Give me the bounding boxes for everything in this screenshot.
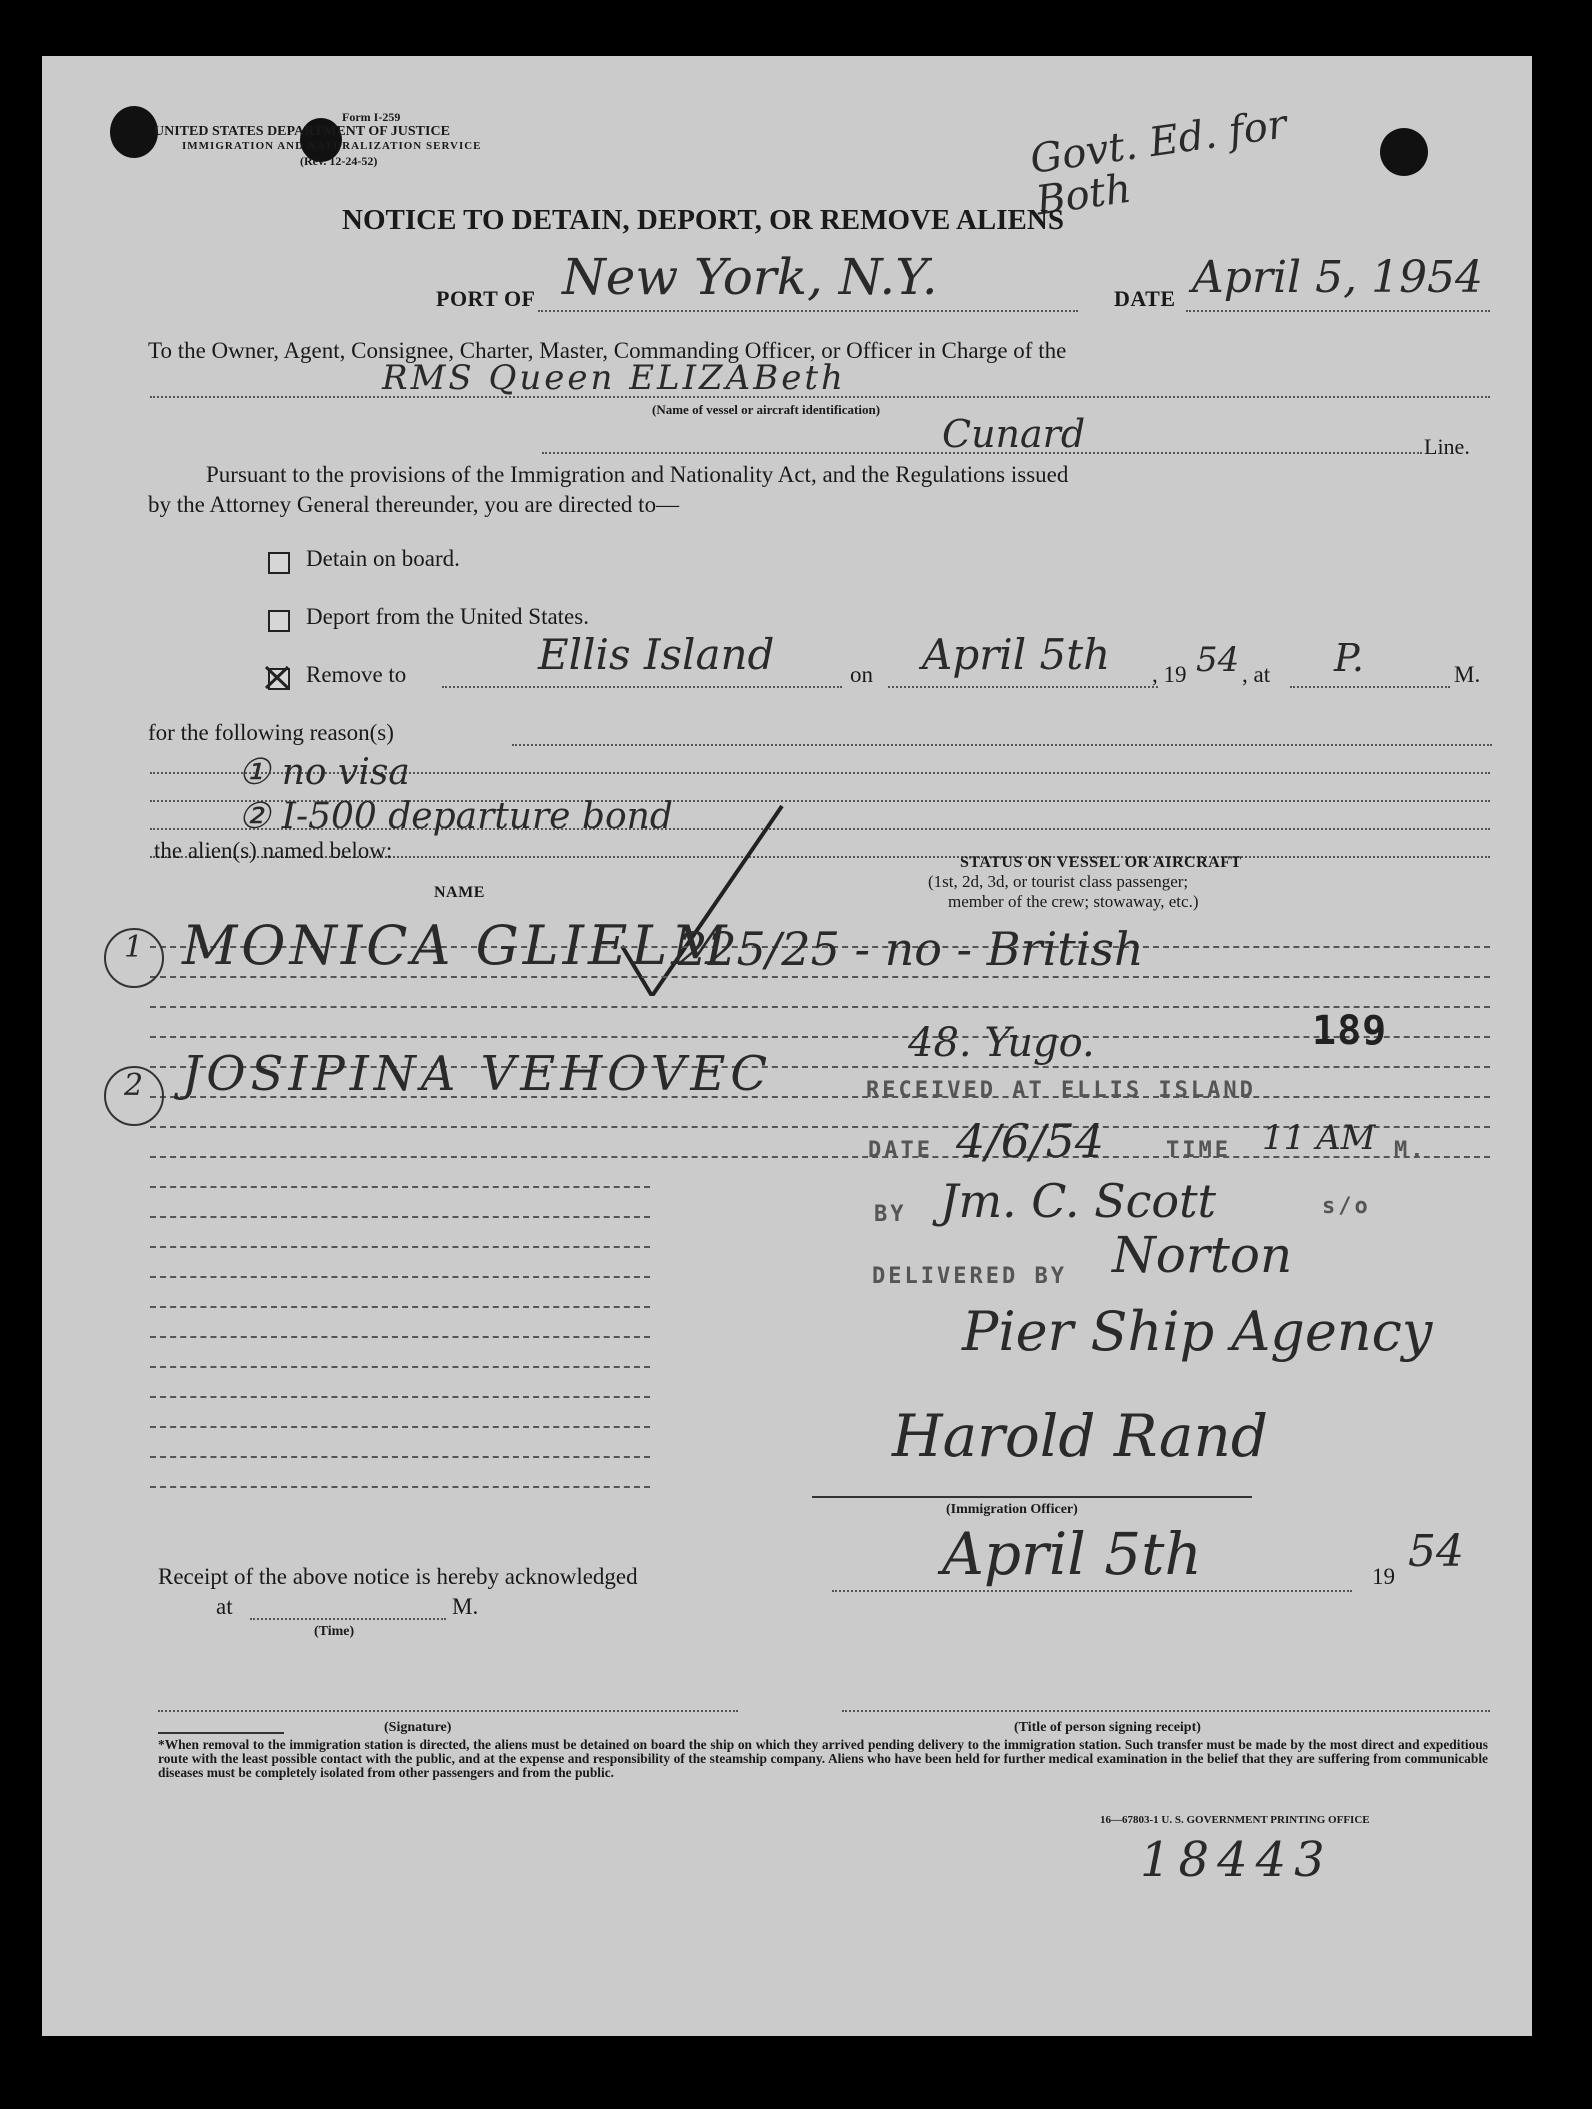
status-header-detail: (1st, 2d, 3d, or tourist class passenger; — [928, 872, 1189, 891]
aliens-label: the alien(s) named below: — [154, 838, 393, 863]
vessel-name: RMS Queen ELIZABeth — [382, 358, 846, 398]
stamp-date-value: 4/6/54 — [956, 1114, 1105, 1168]
form-title: NOTICE TO DETAIN, DEPORT, OR REMOVE ALIENS — [342, 204, 1064, 236]
file-number: 18443 — [1140, 1832, 1333, 1888]
stamp-so: s/o — [1322, 1194, 1371, 1219]
time-value: P. — [1334, 636, 1364, 680]
status-header: STATUS ON VESSEL OR AIRCRAFT — [960, 854, 1242, 871]
at-label: , at — [1242, 662, 1271, 687]
alien-status: 48. Yugo. — [908, 1020, 1095, 1066]
form-revision: (Rev. 12-24-52) — [300, 154, 378, 168]
officer-signature: Harold Rand — [892, 1402, 1268, 1470]
form-page — [42, 56, 1532, 2036]
m-label: M. — [1454, 662, 1481, 687]
stamp-by-value: Jm. C. Scott — [940, 1174, 1217, 1228]
row-number: 1 — [124, 930, 144, 965]
remove-checkbox[interactable] — [268, 668, 290, 690]
alien-name: JOSIPINA VEHOVEC — [182, 1046, 773, 1102]
remove-label: Remove to — [306, 662, 407, 687]
reason-item: ① no visa — [238, 752, 410, 793]
stamp-number: 189 — [1312, 1008, 1388, 1054]
check-mark-icon — [264, 664, 290, 690]
deport-label: Deport from the United States. — [306, 604, 589, 629]
on-label: on — [850, 662, 873, 687]
punch-hole — [110, 106, 158, 158]
receipt-year-value: 54 — [1408, 1526, 1464, 1577]
stamp-time-value: 11 AM — [1262, 1118, 1376, 1158]
name-header: NAME — [434, 884, 485, 901]
addressee-text: To the Owner, Agent, Consignee, Charter, Master, Commanding Officer, or Officer in Charge of the — [148, 338, 1067, 363]
agency-line1: UNITED STATES DEPARTMENT OF JUSTICE — [154, 124, 450, 139]
punch-hole — [1380, 128, 1428, 176]
row-number: 2 — [124, 1068, 144, 1103]
signature-caption: (Signature) — [384, 1720, 452, 1735]
port-label: PORT OF — [436, 286, 536, 311]
stamp-delivered-value: Norton — [1112, 1226, 1293, 1284]
printing-office: 16—67803-1 U. S. GOVERNMENT PRINTING OFFICE — [1100, 1814, 1370, 1826]
receipt-at-label: at — [216, 1594, 233, 1619]
stamp-time-label: TIME — [1166, 1138, 1231, 1163]
stamp-agency: Pier Ship Agency — [962, 1300, 1433, 1363]
stamp-delivered-label: DELIVERED BY — [872, 1264, 1067, 1289]
receipt-date: April 5th — [942, 1520, 1202, 1588]
handwritten-note: Govt. Ed. for Both — [1027, 101, 1290, 225]
date-value: April 5, 1954 — [1192, 252, 1484, 303]
deport-checkbox[interactable] — [268, 610, 290, 632]
title-caption: (Title of person signing receipt) — [1014, 1720, 1201, 1735]
stamp-by-label: BY — [874, 1202, 907, 1227]
reason-item: ② I-500 departure bond — [238, 796, 673, 837]
stamp-m-label: M. — [1394, 1138, 1427, 1163]
pursuant-text-2: by the Attorney General thereunder, you are directed to— — [148, 492, 680, 517]
date-label: DATE — [1114, 286, 1176, 311]
reasons-label: for the following reason(s) — [148, 720, 394, 745]
year-value: 54 — [1196, 640, 1240, 680]
remove-place: Ellis Island — [538, 630, 775, 679]
alien-status: 225/25 - no - British — [678, 922, 1144, 976]
remove-date: April 5th — [922, 630, 1111, 679]
receipt-year-prefix: 19 — [1372, 1564, 1395, 1589]
officer-caption: (Immigration Officer) — [946, 1502, 1078, 1517]
detain-checkbox[interactable] — [268, 552, 290, 574]
time-caption: (Time) — [314, 1624, 355, 1639]
form-number: Form I-259 — [342, 110, 401, 124]
port-value: New York, N.Y. — [562, 248, 938, 306]
year-prefix: , 19 — [1152, 662, 1187, 687]
stamp-received: RECEIVED AT ELLIS ISLAND — [866, 1078, 1256, 1103]
agency-line2: IMMIGRATION AND NATURALIZATION SERVICE — [182, 140, 482, 152]
pursuant-text-1: Pursuant to the provisions of the Immigration and Nationality Act, and the Regulations issued — [206, 462, 1069, 487]
line-value: Cunard — [942, 412, 1086, 456]
alien-name: MONICA GLIELM — [182, 914, 731, 977]
line-label: Line. — [1424, 434, 1470, 459]
vessel-caption: (Name of vessel or aircraft identification) — [652, 402, 881, 417]
stamp-date-label: DATE — [868, 1138, 933, 1163]
detain-label: Detain on board. — [306, 546, 460, 571]
footnote: *When removal to the immigration station is directed, the aliens must be detained on board the ship on which they arrived pending delivery to the immigration station. Such transfer must be made by the most direct and expeditious route with the least possible contact with the public, and at the expense and responsibility of the steamship company. Aliens who have been held for further medical examination in the belief that they are suffering from communicable diseases must be completely isolated from other passengers and from the public. — [158, 1737, 1488, 1780]
receipt-m-label: M. — [452, 1594, 479, 1619]
receipt-text: Receipt of the above notice is hereby acknowledged — [158, 1564, 638, 1589]
status-header-detail: member of the crew; stowaway, etc.) — [948, 892, 1199, 911]
